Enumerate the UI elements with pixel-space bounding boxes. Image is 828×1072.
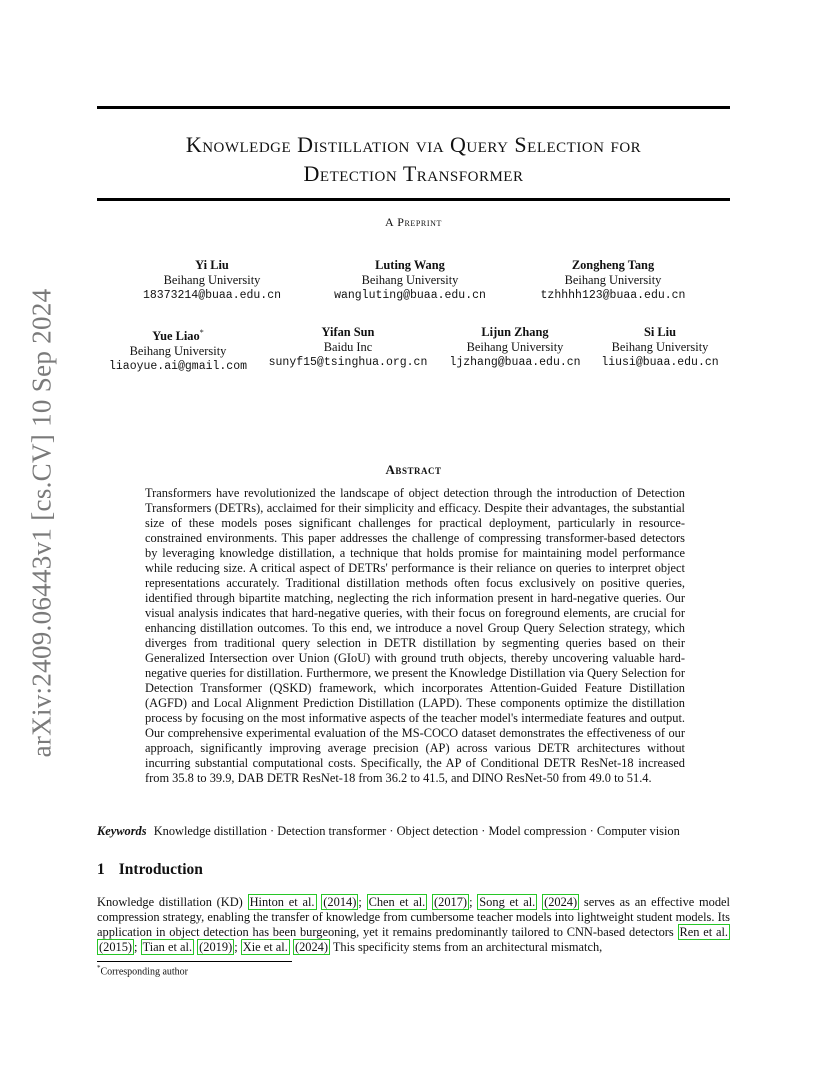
citation-year-link[interactable]: (2024) (544, 895, 578, 909)
citation-link[interactable]: Hinton et al. (249, 895, 315, 909)
title-top-rule (97, 106, 730, 109)
arxiv-identifier (22, 285, 62, 760)
author-name: Yue Liao* (152, 328, 204, 344)
citation-year-link[interactable]: (2014) (323, 895, 357, 909)
author-affiliation: Beihang University (361, 273, 459, 287)
author-affiliation: Beihang University (129, 344, 227, 359)
author-email[interactable]: ljzhang@buaa.edu.cn (449, 356, 581, 369)
author-name: Luting Wang (375, 258, 445, 272)
title-line-1: Knowledge Distillation via Query Selection for (185, 132, 642, 157)
citation-year-link[interactable]: (2019) (199, 940, 233, 954)
footnote-mark: * (97, 964, 101, 972)
keywords-label: Keywords (97, 824, 147, 838)
author-affiliation: Beihang University (466, 340, 564, 354)
citation-year-link[interactable]: (2017) (434, 895, 468, 909)
author-name: Si Liu (643, 325, 677, 339)
author-affiliation: Baidu Inc (323, 340, 373, 354)
preprint-label: A Preprint (384, 215, 442, 229)
abstract-heading: Abstract (385, 462, 442, 477)
author-email[interactable]: tzhhhh123@buaa.edu.cn (540, 289, 686, 302)
footnote (97, 964, 188, 977)
citation-year-link[interactable]: (2024) (294, 940, 328, 954)
section-heading (97, 861, 203, 879)
citation-year-link[interactable]: (2015) (99, 940, 133, 954)
corresponding-mark: * (199, 328, 204, 337)
footnote-text: Corresponding author (100, 966, 188, 978)
title-line-2: Detection Transformer (303, 161, 524, 186)
section-number: 1 (97, 861, 105, 878)
intro-paragraph: Knowledge distillation (KD) Hinton et al. (2014) ; Chen et al. (2017) ; Song et al. (2024) serves as an effective model compression strategy, enabling the transfer of knowledge from cumbersome teacher models into lightweight student models. Its application in object detection has been burgeoning, yet it remains predominantly tailored to CNN-based detectors Ren et al. (2015) ; Tian et al. (2019) ; Xie et al. (2024) This specificity stems from an architectural mismatch, (97, 895, 730, 954)
author-name: Zongheng Tang (571, 258, 655, 272)
author-block (560, 325, 760, 370)
author-block (112, 258, 312, 303)
author-affiliation: Beihang University (163, 273, 261, 287)
footnote-rule (97, 961, 292, 962)
citation-link[interactable]: Chen et al. (368, 895, 426, 909)
citation-link[interactable]: Song et al. (479, 895, 536, 909)
author-email[interactable]: liaoyue.ai@gmail.com (108, 360, 248, 374)
author-email[interactable]: 18373214@buaa.edu.cn (142, 289, 282, 302)
author-affiliation: Beihang University (611, 340, 709, 354)
abstract-text: Transformers have revolutionized the landscape of object detection through the introduction of Detection Transformers (DETRs), acclaimed for their simplicity and efficacy. Despite their advantages, the substantial size of these models poses significant challenges for practical deployment, particularly in resource-constrained environments. This paper addresses the challenge of compressing transformer-based detectors by leveraging knowledge distillation, a technique that holds promise for maintaining model performance while reducing size. A critical aspect of DETRs' performance is their reliance on queries to interpret object representations accurately. Traditional distillation methods often focus exclusively on positive queries, identified through bipartite matching, neglecting the rich information present in hard-negative queries. Our visual analysis indicates that hard-negative queries, with their focus on foreground elements, are crucial for enhancing distillation outcomes. To this end, we introduce a novel Group Query Selection strategy, which diverges from traditional query selection in DETR distillation by segmenting queries based on their Generalized Intersection over Union (GIoU) with ground truth objects, thereby uncovering valuable hard-negative queries for distillation. Furthermore, we present the Knowledge Distillation via Query Selection for Detection Transformer (QSKD) framework, which incorporates Attention-Guided Feature Distillation (AGFD) and Local Alignment Prediction Distillation (LAPD). These components optimize the distillation process by focusing on the most informative aspects of the teacher model's intermediate features and output. Our comprehensive experimental evaluation of the MS-COCO dataset demonstrates the effectiveness of our approach, significantly improving average precision (AP) across various DETR architectures without incurring substantial computational costs. Specifically, the AP of Conditional DETR ResNet-18 increased from 35.8 to 39.9, DAB DETR ResNet-18 from 36.2 to 41.5, and DINO ResNet-50 from 49.0 to 51.4. (145, 486, 685, 785)
author-affiliation: Beihang University (564, 273, 662, 287)
author-name: Yi Liu (195, 258, 229, 272)
author-email[interactable]: wangluting@buaa.edu.cn (334, 289, 486, 302)
author-name: Yifan Sun (321, 325, 375, 339)
author-name: Lijun Zhang (481, 325, 549, 339)
author-block (310, 258, 510, 303)
citation-link[interactable]: Ren et al. (679, 925, 729, 939)
keywords-line (97, 824, 737, 839)
author-block (513, 258, 713, 303)
author-email[interactable]: liusi@buaa.edu.cn (601, 356, 719, 369)
citation-link[interactable]: Xie et al. (242, 940, 288, 954)
section-title: Introduction (118, 861, 203, 878)
title-bottom-rule (97, 198, 730, 201)
citation-link[interactable]: Tian et al. (142, 940, 193, 954)
paper-title (97, 130, 730, 188)
keywords-list: Knowledge distillation · Detection transformer · Object detection · Model compression · Computer vision (153, 824, 680, 838)
author-email[interactable]: sunyf15@tsinghua.org.cn (268, 356, 428, 369)
arxiv-identifier-text: arXiv:2409.06443v1 [cs.CV] 10 Sep 2024 (26, 288, 57, 757)
